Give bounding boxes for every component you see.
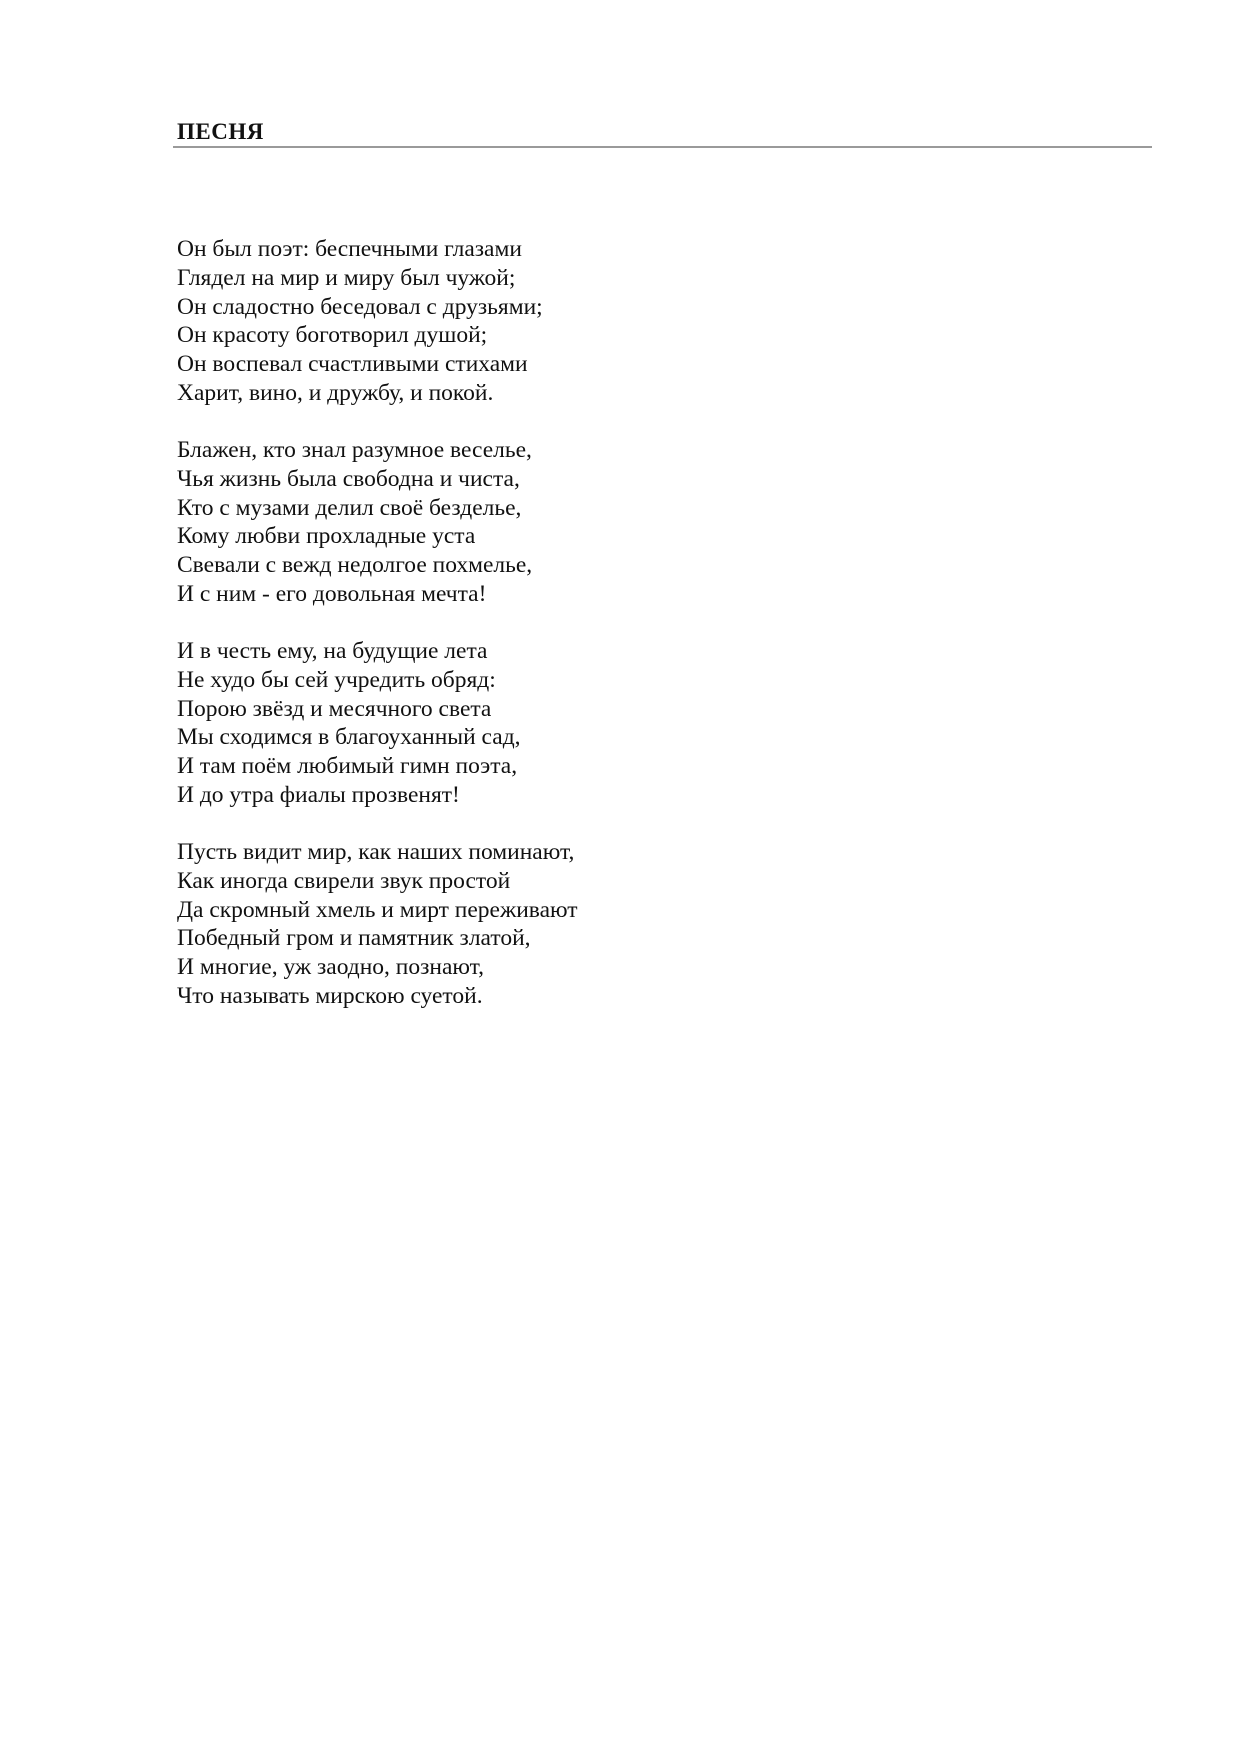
- poem-line: Пусть видит мир, как наших поминают,: [177, 839, 575, 865]
- poem-line: И там поём любимый гимн поэта,: [177, 753, 518, 779]
- poem-line: И до утра фиалы прозвенят!: [177, 781, 460, 808]
- poem-line: Он красоту боготворил душой;: [177, 322, 488, 349]
- poem-line: И с ним - его довольная мечта!: [177, 580, 487, 607]
- poem-line: Свевали с вежд недолгое похмелье,: [177, 552, 533, 578]
- poem-line: И многие, уж заодно, познают,: [177, 954, 485, 980]
- poem-line: Как иногда свирели звук простой: [177, 867, 511, 894]
- stanza-3: [177, 637, 1077, 810]
- stanza-1: [177, 235, 1077, 408]
- poem-line: Да скромный хмель и мирт переживают: [177, 896, 578, 923]
- poem-body: [177, 235, 1077, 1039]
- poem-line: Кому любви прохладные уста: [177, 523, 476, 550]
- poem-line: Мы сходимся в благоуханный сад,: [177, 724, 521, 751]
- poem-line: Победный гром и памятник златой,: [177, 925, 531, 952]
- poem-line: Чья жизнь была свободна и чиста,: [177, 465, 520, 492]
- poem-line: Глядел на мир и миру был чужой;: [177, 264, 516, 291]
- poem-line: Он сладостно беседовал с друзьями;: [177, 293, 543, 320]
- poem-line: Не худо бы сей учредить обряд:: [177, 666, 496, 693]
- poem-line: Что называть мирскою суетой.: [177, 982, 483, 1009]
- poem-line: Блажен, кто знал разумное веселье,: [177, 437, 532, 463]
- poem-line: Порою звёзд и месячного света: [177, 695, 492, 722]
- poem-line: Он был поэт: беспечными глазами: [177, 236, 522, 262]
- poem-line: Харит, вино, и дружбу, и покой.: [177, 379, 494, 406]
- stanza-4: [177, 838, 1077, 1011]
- page-title: ПЕСНЯ: [177, 119, 264, 144]
- poem-line: Он воспевал счастливыми стихами: [177, 351, 528, 377]
- title-divider: [173, 146, 1152, 148]
- poem-line: Кто с музами делил своё безделье,: [177, 494, 522, 521]
- stanza-2: [177, 436, 1077, 609]
- poem-line: И в честь ему, на будущие лета: [177, 638, 488, 664]
